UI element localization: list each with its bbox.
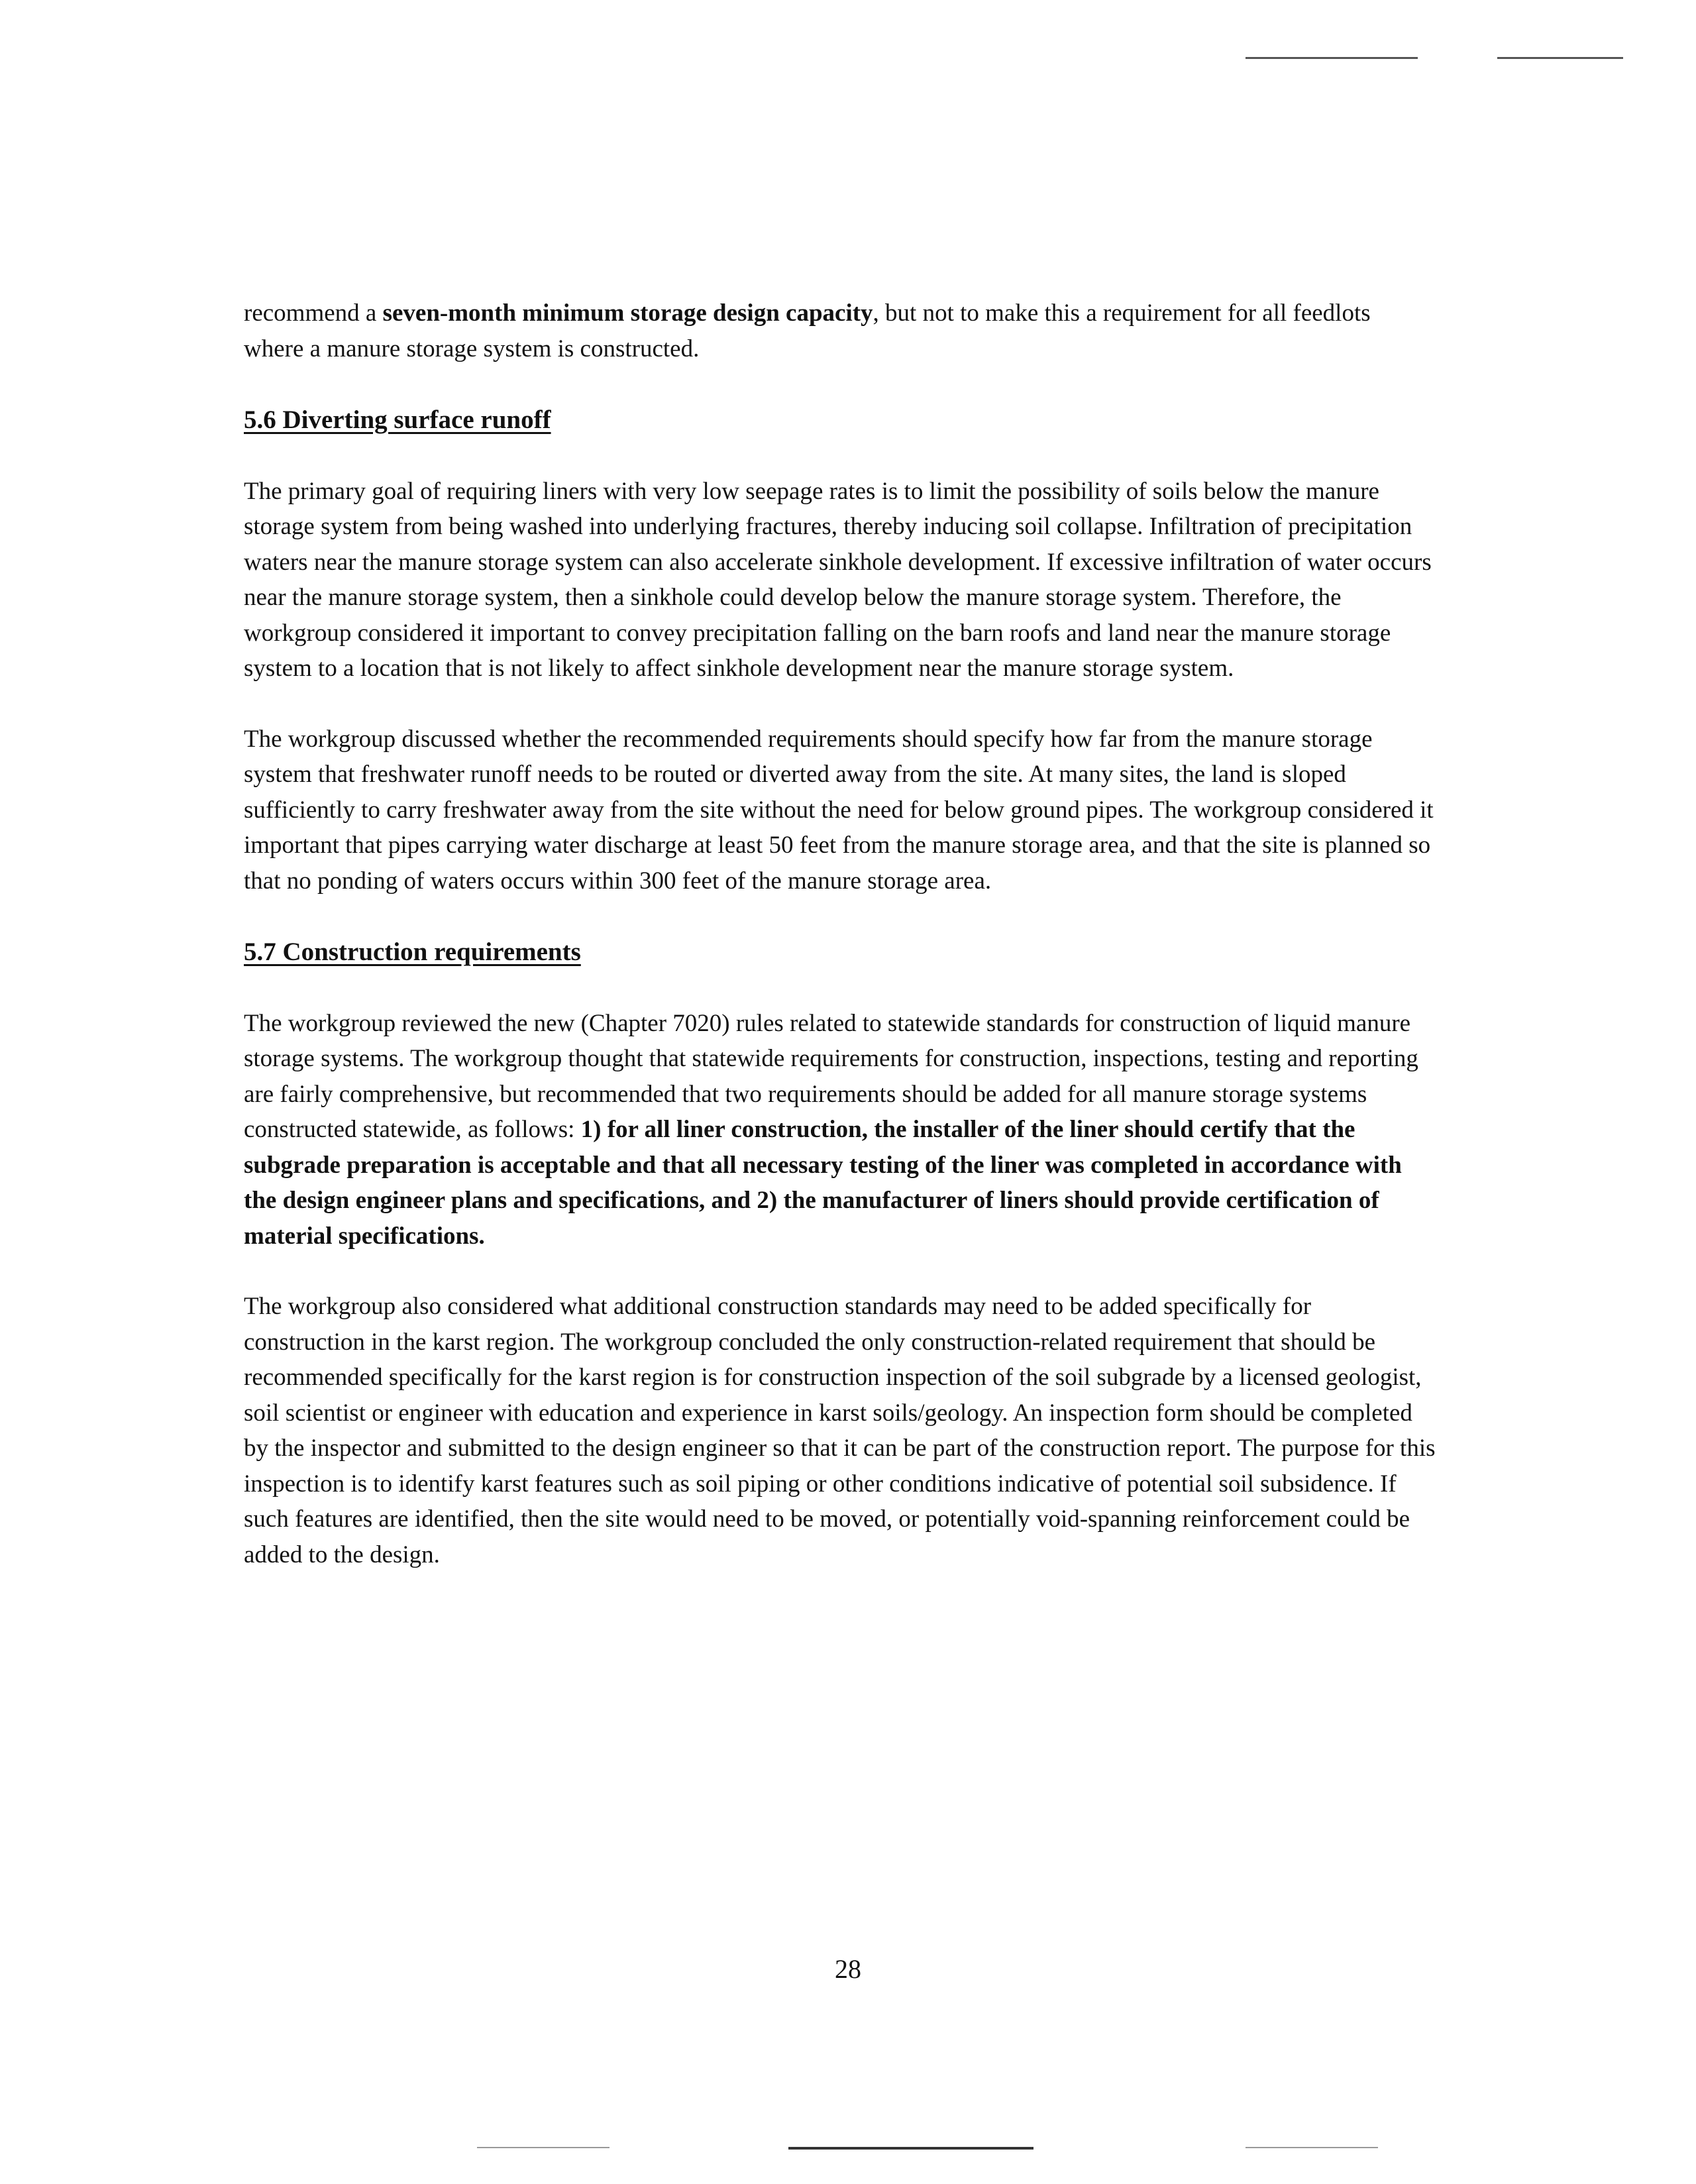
scan-line-top-right-2 bbox=[1497, 57, 1623, 59]
section-5-6-paragraph-2: The workgroup discussed whether the recommended requirements should specify how far from the manure storage system that freshwater runoff needs to be routed or diverted away from the site. At many sites, the land is sloped sufficiently to carry freshwater away from the site without the need for below ground pipes. The workgroup considered it important that pipes carrying water discharge at least 50 feet from the manure storage area, and that the site is planned so that no ponding of waters occurs within 300 feet of the manure storage area. bbox=[244, 725, 1434, 895]
scan-line-top-right bbox=[1246, 57, 1418, 59]
intro-paragraph bbox=[244, 296, 1436, 366]
intro-text-pre: recommend a bbox=[244, 300, 383, 327]
intro-text-bold: seven-month minimum storage design capacity bbox=[382, 300, 873, 327]
section-heading-5-6: 5.6 Diverting surface runoff bbox=[244, 406, 551, 434]
section-5-7-paragraph-1-text: The workgroup reviewed the new (Chapter 7020) rules related to statewide standards for construction of liquid manure storage systems. The workgroup thought that statewide requirements for construction, inspections, testing and reporting are fairly comprehensive, but recommended that two requirements should be added for all manure storage systems constructed statewide, as follows: bbox=[244, 1009, 1418, 1143]
scan-line-bottom-1 bbox=[788, 2147, 1034, 2150]
section-heading-5-7: 5.7 Construction requirements bbox=[244, 938, 581, 966]
section-5-6-paragraph-1: The primary goal of requiring liners with very low seepage rates is to limit the possibility of soils below the manure storage system from being washed into underlying fractures, thereby inducing soil collapse. Infiltration of precipitation waters near the manure storage system can also accelerate sinkhole development. If excessive infiltration of water occurs near the manure storage system, then a sinkhole could develop below the manure storage system. Therefore, the workgroup considered it important to convey precipitation falling on the barn roofs and land near the manure storage system to a location that is not likely to affect sinkhole development near the manure storage system. bbox=[244, 477, 1432, 682]
scan-line-bottom-3 bbox=[1246, 2147, 1378, 2148]
section-5-7-paragraph-2: The workgroup also considered what additional construction standards may need to be added specifically for construction in the karst region. The workgroup concluded the only construction-related requirement that should be recommended specifically for the karst region is for construction inspection of the soil subgrade by a licensed geologist, soil scientist or engineer with education and experience in karst soils/geology. An inspection form should be completed by the inspector and submitted to the design engineer so that it can be part of the construction report. The purpose for this inspection is to identify karst features such as soil piping or other conditions indicative of potential soil subsidence. If such features are identified, then the site would need to be moved, or potentially void-spanning reinforcement could be added to the design. bbox=[244, 1293, 1436, 1568]
document-body bbox=[244, 296, 1436, 1572]
section-5-7-paragraph-1-bold: 1) for all liner construction, the installer of the liner should certify that the subgrade preparation is acceptable and that all necessary testing of the liner was completed in accordance with the design engineer plans and specifications, and 2) the manufacturer of liners should provide certification of material specifications. bbox=[244, 1116, 1402, 1250]
section-5-7-paragraph-1 bbox=[244, 1006, 1436, 1254]
page-number: 28 bbox=[835, 1954, 861, 1984]
scan-line-bottom-2 bbox=[477, 2147, 610, 2148]
intro-text-post: , but not to make this a requirement for all feedlots where a manure storage system is constructed. bbox=[244, 300, 1371, 362]
